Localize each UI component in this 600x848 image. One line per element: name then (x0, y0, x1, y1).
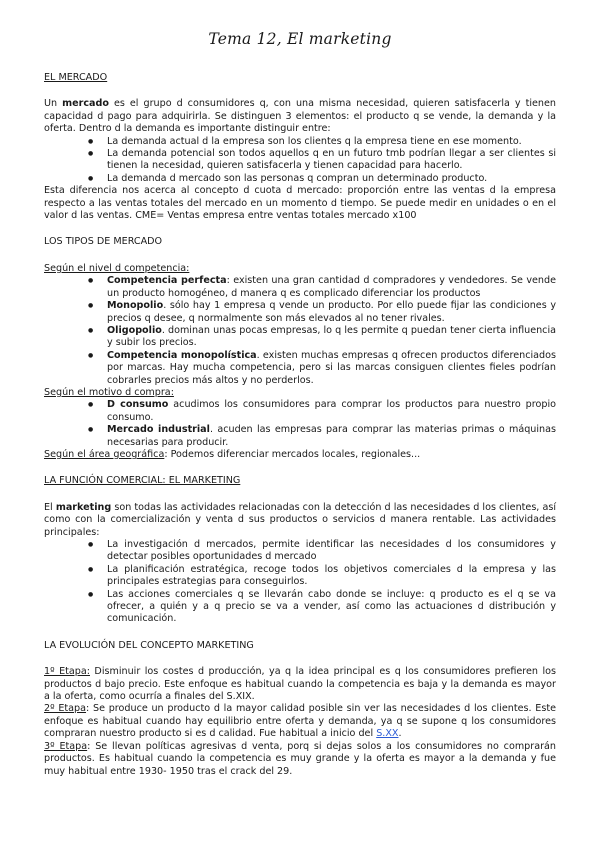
list-item: ● Mercado industrial. acuden las empresas para comprar las materias primas o máquinas necesarias para producir. (107, 424, 556, 449)
document-title: Tema 12, El marketing (208, 30, 392, 48)
demanda-list (44, 136, 556, 186)
list-item: ● La planificación estratégica, recoge todos los objetivos comerciales d la empresa y las principales estrategias para conseguirlos. (107, 564, 556, 589)
list-item: ● La demanda d mercado son las personas q compran un determinado producto. (107, 173, 556, 185)
list-item: ● Competencia perfecta: existen una gran cantidad d compradores y vendedores. Se vende un producto homogéneo, d manera q es complicado diferenciar los productos (107, 275, 556, 300)
section-heading-tipos: LOS TIPOS DE MERCADO (44, 236, 163, 248)
actividades-list (44, 539, 556, 626)
motivo-list (44, 399, 556, 449)
etapa-1: 1º Etapa: Disminuir los costes d producción, ya q la idea principal es q los consumidores prefieren los productos d bajo precio. Este enfoque es habitual cuando la competencia es baja y la demanda es mayor a la oferta, como ocurría a finales del S.XIX. (44, 666, 556, 703)
list-item: ● La demanda potencial son todos aquellos q en un futuro tmb podrían llegar a ser clientes si tienen la necesidad, quieren satisfacerla y tienen capacidad para hacerlo. (107, 148, 556, 173)
cuota-paragraph: Esta diferencia nos acerca al concepto d cuota d mercado: proporción entre las ventas d la empresa respecto a las ventas totales del mercado en un momento d tiempo. Se puede medir en unidades o en el valor d las ventas. CME= Ventas empresa entre ventas totales mercado x100 (44, 185, 556, 222)
sxx-link[interactable]: S.XX (376, 728, 399, 740)
marketing-intro: El marketing son todas las actividades relacionadas con la detección d las necesidades d los clientes, así como con la comercialización y venta d sus productos o servicios d manera rentable. Las actividades principales: (44, 501, 556, 538)
list-item: ● Monopolio. sólo hay 1 empresa q vende un producto. Por ello puede fijar las condiciones y precios q desee, q normalmente son más elevados al no tener rivales. (107, 300, 556, 325)
list-item: ● Oligopolio. dominan unas pocas empresas, lo q les permite q puedan tener cierta influencia y subir los precios. (107, 325, 556, 350)
list-item: ● La investigación d mercados, permite identificar las necesidades d los consumidores y detectar posibles oportunidades d mercado (107, 539, 556, 564)
competencia-list (44, 275, 556, 387)
geo-line: Según el área geográfica: Podemos diferenciar mercados locales, regionales... (44, 448, 421, 460)
etapa-2: 2º Etapa: Se produce un producto d la mayor calidad posible sin ver las necesidades d los clientes. Este enfoque es habitual cuando hay equilibrio entre oferta y demanda, ya q se supone q los consumidores compraran nuestro producto si es d calidad. Fue habitual a inicio del S.XX. (44, 703, 556, 740)
section-heading-evolucion: LA EVOLUCIÓN DEL CONCEPTO MARKETING (44, 639, 254, 651)
list-item: ● D consumo acudimos los consumidores para comprar los productos para nuestro propio consumo. (107, 399, 556, 424)
etapa-3: 3º Etapa: Se llevan políticas agresivas d venta, porq si dejas solos a los consumidores no comprarán productos. Es habitual cuando la competencia es muy grande y la oferta es mayor a la demanda y fue muy habitual entre 1930- 1950 tras el crack del 29. (44, 740, 556, 777)
mercado-intro: Un mercado es el grupo d consumidores q, con una misma necesidad, quieren satisfacerla y tienen capacidad d pago para adquirirla. Se distinguen 3 elementos: el producto q se vende, la demanda y la oferta. Dentro d la demanda es importante distinguir entre: (44, 98, 556, 135)
subheading-competencia: Según el nivel d competencia: (44, 262, 190, 274)
section-heading-mercado: EL MERCADO (44, 72, 108, 83)
list-item: ● Competencia monopolística. existen muchas empresas q ofrecen productos diferenciados por marcas. Hay mucha competencia, pero si las marcas consiguen clientes fieles podrían cobrarles precios más altos y no perderlos. (107, 350, 556, 387)
subheading-motivo: Según el motivo d compra: (44, 386, 174, 398)
list-item: ● La demanda actual d la empresa son los clientes q la empresa tiene en ese momento. (107, 136, 556, 148)
list-item: ● Las acciones comerciales q se llevarán cabo donde se incluye: q producto es el q se va ofrecer, a quién y a q precio se va a vender, así como las actuaciones d distribución y comunicación. (107, 589, 556, 626)
section-heading-funcion: LA FUNCIÓN COMERCIAL: EL MARKETING (44, 475, 241, 487)
